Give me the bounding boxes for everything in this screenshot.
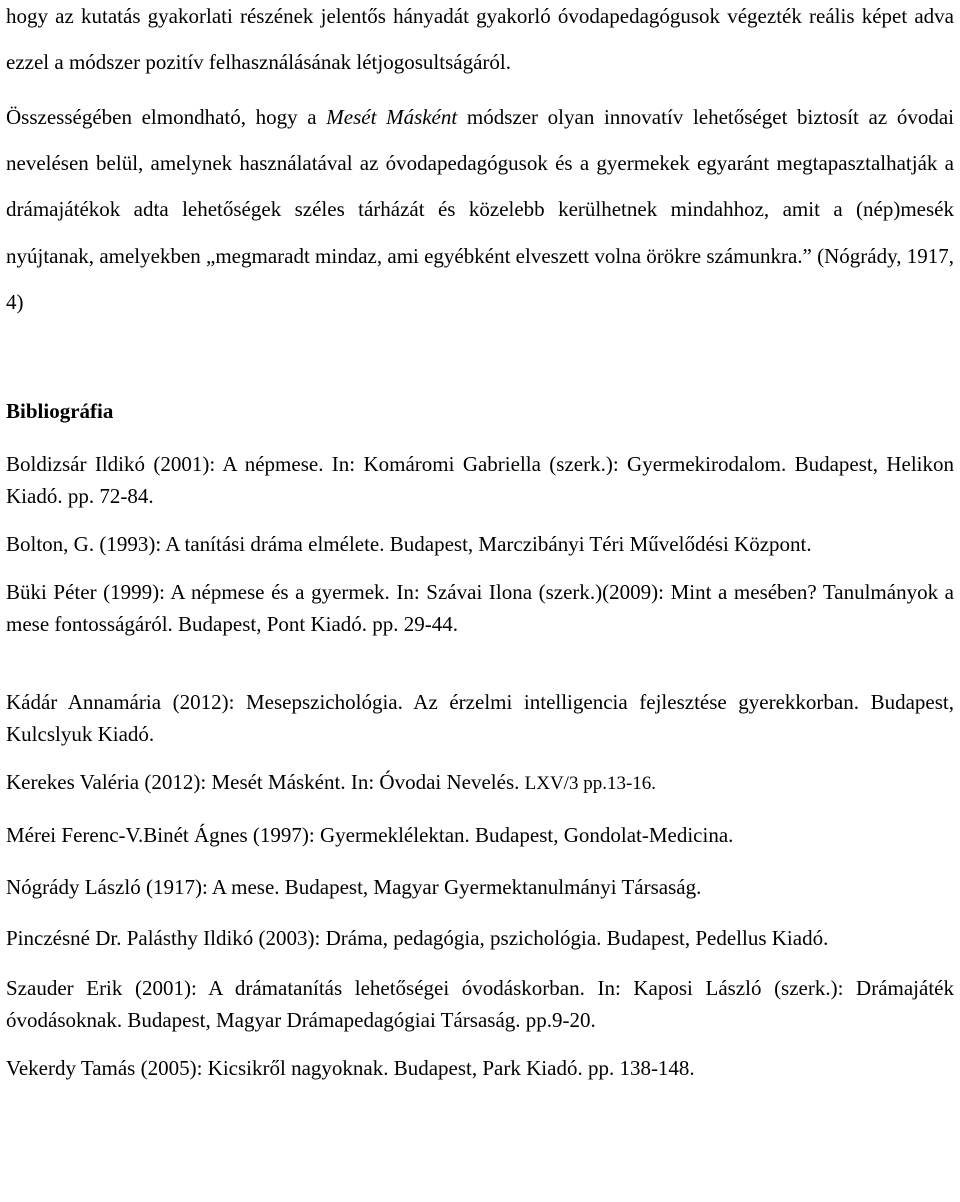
entry-main-text: Kerekes Valéria (2012): Mesét Másként. In: Óvodai Nevelés.	[6, 770, 525, 794]
bibliography-entry	[6, 766, 954, 800]
method-name: Mesét Másként	[326, 105, 458, 129]
paragraph-conclusion-end: hogy az kutatás gyakorlati részének jelentős hányadát gyakorló óvodapedagógusok végezték reális képet adva ezzel a módszer pozitív felhasználásának létjogosultságáról.	[6, 4, 954, 75]
paragraph-summary	[6, 94, 954, 325]
bibliography-list	[6, 448, 954, 1084]
bibliography-entry: Kádár Annamária (2012): Mesepszichológia. Az érzelmi intelligencia fejlesztése gyerekkorban. Budapest, Kulcslyuk Kiadó.	[6, 690, 954, 746]
bibliography-entry: Nógrády László (1917): A mese. Budapest, Magyar Gyermektanulmányi Társaság.	[6, 875, 702, 899]
summary-text-end: módszer olyan innovatív lehetőséget biztosít az óvodai nevelésen belül, amelynek használatával az óvodapedagógusok és a gyermekek egyaránt megtapasztalhatják a drámajátékok adta lehetőségek széles tárházát és közelebb kerülhetnek mindahhoz, amit a (nép)mesék nyújtanak, amelyekben „megmaradt mindaz, ami egyébként elveszett volna örökre számunkra.” (Nógrády, 1917, 4)	[6, 105, 954, 314]
bibliography-entry: Szauder Erik (2001): A drámatanítás lehetőségei óvodáskorban. In: Kaposi László (szerk.): Drámajáték óvodásoknak. Budapest, Magyar Drámapedagógiai Társaság. pp.9-20.	[6, 976, 954, 1032]
summary-text-start: Összességében elmondható, hogy a	[6, 105, 327, 129]
entry-pages-text: LXV/3 pp.13-16.	[524, 773, 657, 794]
bibliography-entry: Vekerdy Tamás (2005): Kicsikről nagyoknak. Budapest, Park Kiadó. pp. 138-148.	[6, 1056, 695, 1080]
bibliography-entry: Boldizsár Ildikó (2001): A népmese. In: Komáromi Gabriella (szerk.): Gyermekirodalom. Budapest, Helikon Kiadó. pp. 72-84.	[6, 452, 954, 508]
bibliography-entry: Bolton, G. (1993): A tanítási dráma elmélete. Budapest, Marczibányi Téri Művelődési Központ.	[6, 532, 812, 556]
bibliography-heading: Bibliográfia	[6, 399, 114, 423]
bibliography-entry: Pinczésné Dr. Palásthy Ildikó (2003): Dráma, pedagógia, pszichológia. Budapest, Pedellus Kiadó.	[6, 926, 829, 950]
bibliography-entry: Büki Péter (1999): A népmese és a gyermek. In: Szávai Ilona (szerk.)(2009): Mint a mesében? Tanulmányok a mese fontosságáról. Budapest, Pont Kiadó. pp. 29-44.	[6, 580, 954, 636]
bibliography-entry: Mérei Ferenc-V.Binét Ágnes (1997): Gyermeklélektan. Budapest, Gondolat-Medicina.	[6, 823, 734, 847]
